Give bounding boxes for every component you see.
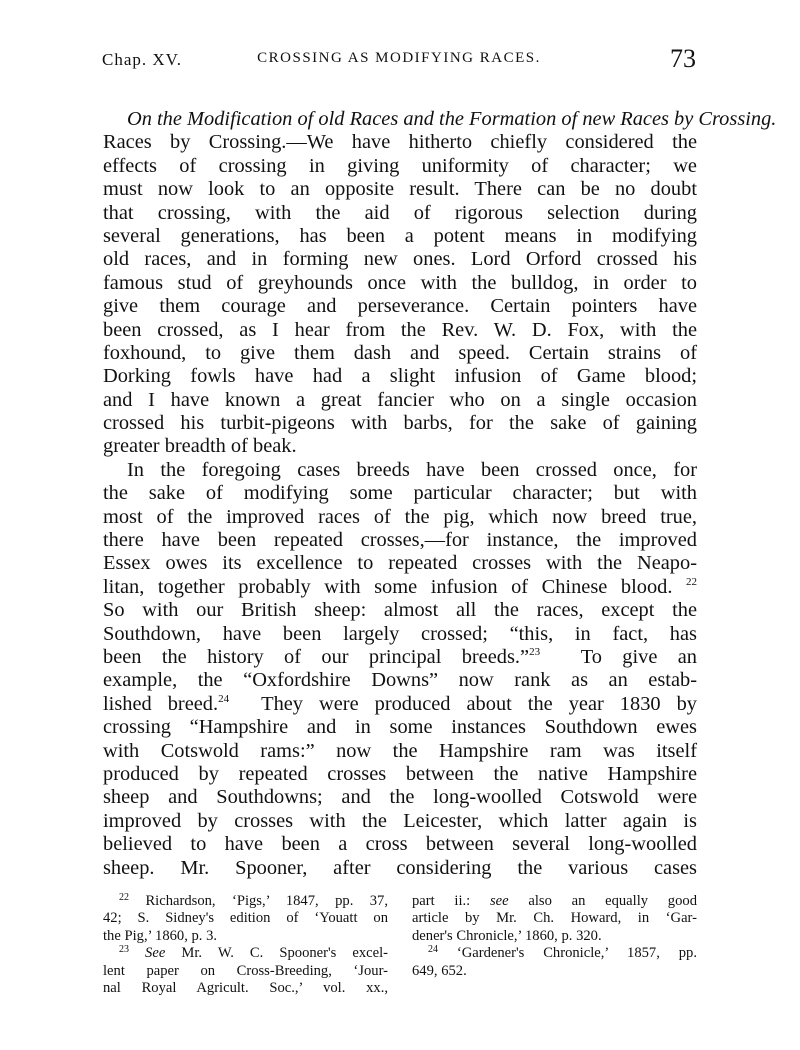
text-line: been crossed, as I hear from the Rev. W. D. Fox, with the: [103, 318, 697, 341]
footnote-line: [412, 893, 697, 910]
body-text: [103, 108, 777, 880]
footnote-line: nal Royal Agricult. Soc.,’ vol. xx.,: [103, 979, 388, 996]
text-line: the sake of modifying some particular character; but with: [103, 482, 697, 505]
text-line: [103, 576, 697, 599]
text-line: effects of crossing in giving uniformity of character; we: [103, 154, 697, 177]
text-line: old races, and in forming new ones. Lord Orford crossed his: [103, 248, 697, 271]
running-title: CROSSING AS MODIFYING RACES.: [257, 50, 541, 66]
text-line: with Cotswold rams:” now the Hampshire ram was itself: [103, 739, 697, 762]
text-line: several generations, has been a potent means in modifying: [103, 224, 697, 247]
footnote-number: 23: [119, 944, 129, 956]
footnote-text: part ii.:: [412, 893, 490, 909]
footnote-text: ‘Gardener's Chronicle,’ 1857, pp.: [456, 945, 697, 962]
footnote-line: the Pig,’ 1860, p. 3.: [103, 927, 218, 944]
text-line: give them courage and perseverance. Certain pointers have: [103, 295, 697, 318]
footnote-text: also an equally good: [528, 893, 697, 909]
text-line: there have been repeated crosses,—for instance, the improved: [103, 529, 697, 552]
footnote-text: Richardson, ‘Pigs,’ 1847, pp. 37,: [145, 893, 389, 909]
text-line: [103, 646, 697, 669]
text-line: improved by crosses with the Leicester, which latter again is: [103, 809, 697, 832]
chapter-label: Chap. XV.: [102, 50, 182, 69]
text-line: crossed his turbit-pigeons with barbs, for the sake of gaining: [103, 412, 697, 435]
text-segment: lished breed.: [103, 692, 219, 715]
text-line: Dorking fowls have had a slight infusion of Game blood;: [103, 365, 697, 388]
footnote-ref: 24: [218, 692, 230, 705]
footnote-line: dener's Chronicle,’ 1860, p. 320.: [412, 927, 602, 944]
text-line: In the foregoing cases breeds have been crossed once, for: [127, 458, 697, 481]
footnote-italic: see: [489, 893, 509, 909]
text-line: So with our British sheep: almost all the races, except the: [103, 599, 697, 622]
text-line: Southdown, have been largely crossed; “this, in fact, has: [103, 622, 697, 645]
text-segment: They were produced about the year 1830 by: [261, 692, 697, 715]
text-line: produced by repeated crosses between the native Hampshire: [103, 762, 697, 785]
text-segment: To give an: [580, 645, 697, 668]
footnote-line: 649, 652.: [412, 962, 467, 979]
footnote-line: 42; S. Sidney's edition of ‘Youatt on: [103, 910, 388, 927]
footnote-number: 22: [119, 892, 129, 903]
text-line: sheep and Southdowns; and the long-woolled Cotswold were: [103, 786, 697, 809]
text-line: [103, 108, 777, 131]
text-line: most of the improved races of the pig, which now breed true,: [103, 505, 697, 528]
text-line: foxhound, to give them dash and speed. Certain strains of: [103, 341, 697, 364]
footnote-text: Mr. W. C. Spooner's excel-: [181, 945, 388, 962]
footnote-ref: 22: [686, 575, 697, 588]
text-line: and I have known a great fancier who on a single occasion: [103, 388, 697, 411]
text-line: Races by Crossing.—We have hitherto chiefly considered the: [103, 131, 697, 154]
text-line: Essex owes its excellence to repeated crosses with the Neapo-: [103, 552, 697, 575]
footnote-number: 24: [428, 944, 438, 956]
text-line: crossing “Hampshire and in some instances Southdown ewes: [103, 716, 697, 739]
text-line: must now look to an opposite result. There can be no doubt: [103, 178, 697, 201]
footnote-ref: 23: [529, 645, 541, 658]
footnote-line: [412, 945, 697, 962]
footnote-line: article by Mr. Ch. Howard, in ‘Gar-: [412, 910, 697, 927]
text-line: sheep. Mr. Spooner, after considering the various cases: [103, 856, 697, 879]
footnote-line: lent paper on Cross-Breeding, ‘Jour-: [103, 962, 388, 979]
footnote-italic: See: [145, 945, 166, 962]
section-heading: On the Modification of old Races and the Formation of new Races by Crossing.: [127, 108, 777, 130]
text-segment: been the history of our principal breeds.”: [103, 645, 530, 668]
text-line: [103, 693, 697, 716]
footnotes-right-column: [412, 893, 697, 980]
text-line: greater breadth of beak.: [103, 435, 297, 458]
text-line: believed to have been a cross between several long-woolled: [103, 833, 697, 856]
footnotes: [103, 892, 697, 996]
footnote-line: [103, 945, 388, 962]
running-head: [102, 44, 696, 74]
footnotes-left-column: [103, 893, 388, 997]
text-segment: litan, together probably with some infusion of Chinese blood.: [103, 575, 673, 598]
text-line: famous stud of greyhounds once with the bulldog, in order to: [103, 271, 697, 294]
footnote-line: [103, 893, 388, 910]
page-number: 73: [670, 44, 696, 73]
text-line: example, the “Oxfordshire Downs” now rank as an estab-: [103, 669, 697, 692]
text-line: that crossing, with the aid of rigorous selection during: [103, 201, 697, 224]
